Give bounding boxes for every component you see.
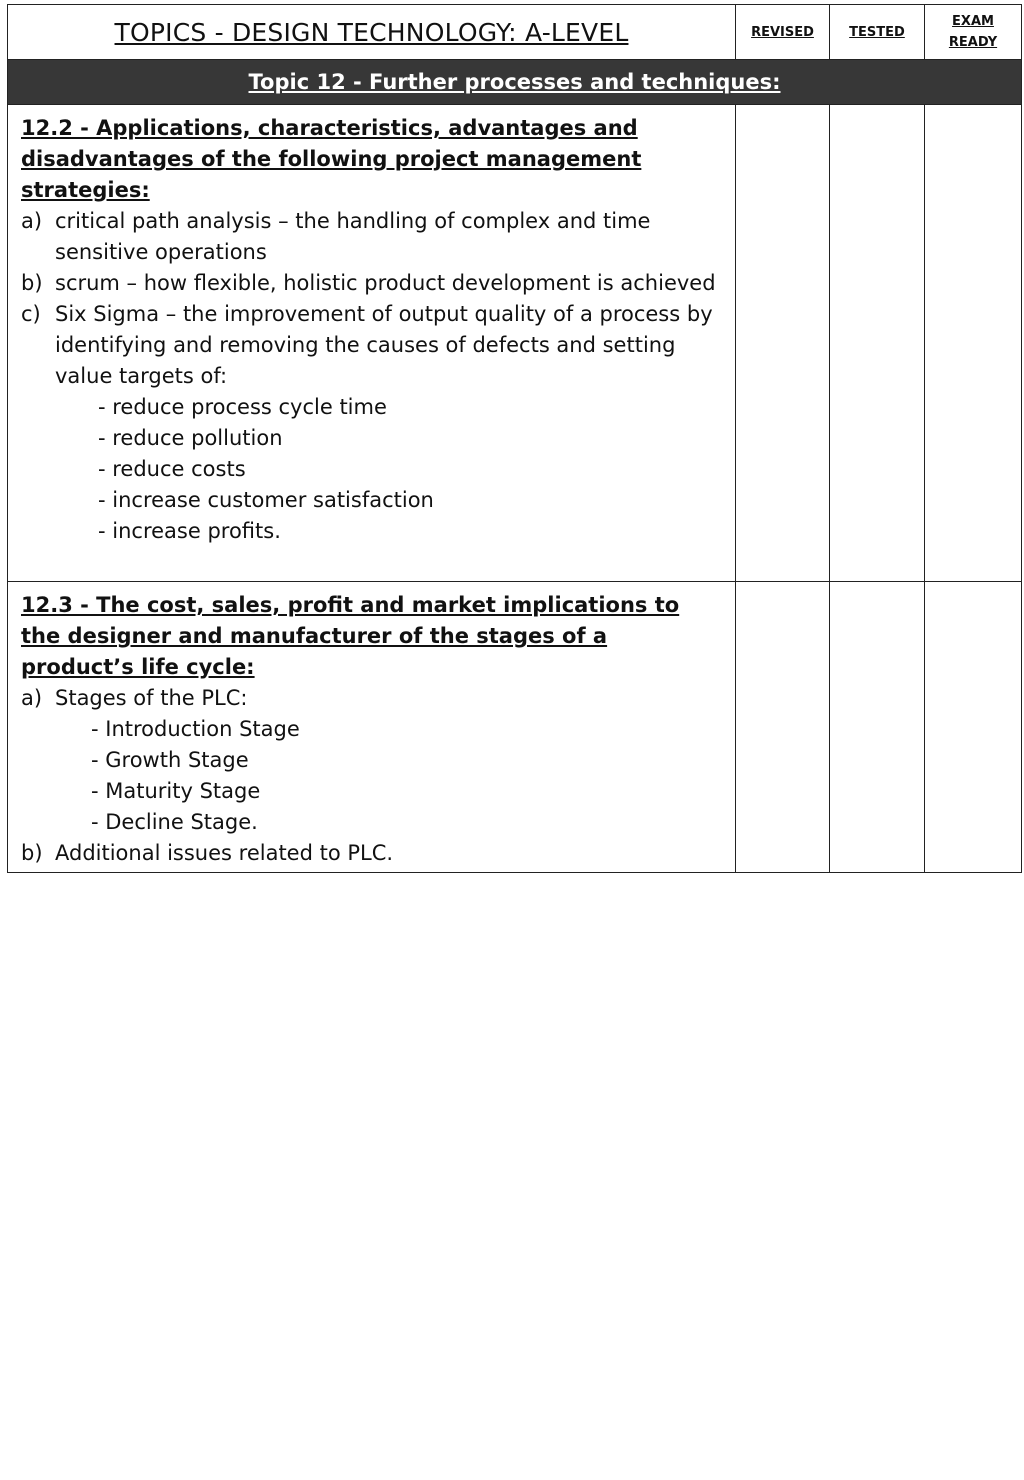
tested-column-header: TESTED (849, 25, 905, 40)
item-label: c) (21, 302, 41, 326)
topic-band-title: Topic 12 - Further processes and techniques: (248, 70, 781, 94)
list-item (21, 268, 725, 299)
section-12-3-heading: 12.3 - The cost, sales, profit and market implications to the designer and manufacturer of the stages of a product’s life cycle: (21, 593, 680, 679)
header-row (8, 5, 1022, 60)
header-tested-cell (830, 5, 925, 60)
topic-band-cell (8, 60, 1022, 105)
sub-item: - reduce pollution (98, 426, 283, 450)
list-item (21, 299, 725, 392)
page-title: TOPICS - DESIGN TECHNOLOGY: A-LEVEL (114, 17, 629, 47)
item-label: b) (21, 841, 43, 865)
topic-band-row (8, 60, 1022, 105)
section-12-2-heading: 12.2 - Applications, characteristics, advantages and disadvantages of the following project management strategies: (21, 116, 642, 202)
section-12-3-content (8, 582, 736, 873)
list-item (21, 683, 725, 714)
item-text: Stages of the PLC: (55, 686, 248, 710)
exam-ready-column-header-line2: READY (948, 35, 998, 50)
revised-checkbox-cell[interactable] (736, 105, 830, 582)
item-text: scrum – how flexible, holistic product development is achieved (55, 271, 716, 295)
sub-item: - reduce process cycle time (98, 395, 387, 419)
list-item (21, 206, 725, 268)
sub-item: - Growth Stage (91, 748, 249, 772)
sub-item: - Decline Stage. (91, 810, 258, 834)
sub-item: - increase profits. (98, 519, 281, 543)
exam-ready-column-header-line1: EXAM (952, 14, 994, 29)
revised-checkbox-cell[interactable] (736, 582, 830, 873)
item-text: Additional issues related to PLC. (55, 841, 394, 865)
section-12-2-content (8, 105, 736, 582)
exam-ready-checkbox-cell[interactable] (925, 582, 1022, 873)
revised-column-header: REVISED (751, 25, 814, 40)
header-title-cell (8, 5, 736, 60)
sub-item: - reduce costs (98, 457, 246, 481)
sub-item: - Maturity Stage (91, 779, 261, 803)
sub-item: - Introduction Stage (91, 717, 300, 741)
tested-checkbox-cell[interactable] (830, 105, 925, 582)
sub-item: - increase customer satisfaction (98, 488, 434, 512)
item-text: Six Sigma – the improvement of output quality of a process by identifying and removing the causes of defects and setting value targets of: (55, 302, 713, 388)
item-label: b) (21, 271, 43, 295)
topics-checklist-table (7, 4, 1022, 873)
section-row-12-2 (8, 105, 1022, 582)
tested-checkbox-cell[interactable] (830, 582, 925, 873)
header-exam-ready-cell (925, 5, 1022, 60)
header-revised-cell (736, 5, 830, 60)
item-label: a) (21, 686, 43, 710)
list-item (21, 838, 725, 869)
section-row-12-3 (8, 582, 1022, 873)
item-text: critical path analysis – the handling of complex and time sensitive operations (55, 209, 651, 264)
exam-ready-checkbox-cell[interactable] (925, 105, 1022, 582)
item-label: a) (21, 209, 43, 233)
